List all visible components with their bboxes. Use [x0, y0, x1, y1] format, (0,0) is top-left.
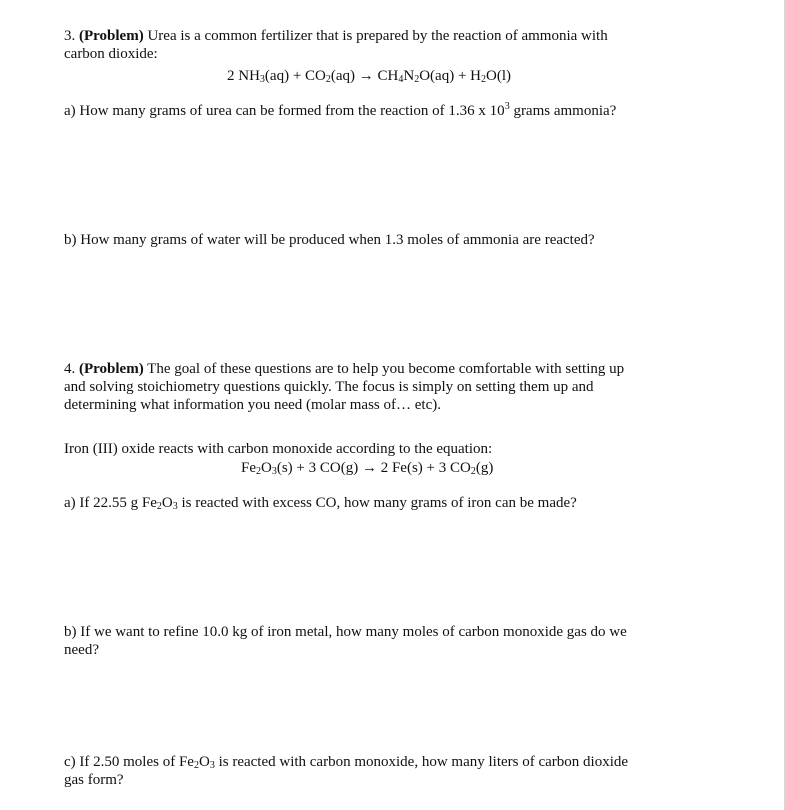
iron-oxide-intro: Iron (III) oxide reacts with carbon monoxide according to the equation:: [64, 441, 493, 457]
problem-3-question-a: a) How many grams of urea can be formed from the reaction of 1.36 x $10^3$ grams ammonia?: [64, 101, 617, 119]
problem-3-question-b: b) How many grams of water will be produced when 1.3 moles of ammonia are reacted?: [64, 232, 595, 248]
problem-4-tag: (Problem): [79, 361, 144, 377]
problem-3-intro: 3. (Problem) Urea is a common fertilizer that is prepared by the reaction of ammonia with carbon dioxide:: [64, 28, 608, 62]
iron-oxide-equation: $Fe_2O_3(s) + 3$ CO(g) → 2 Fe(s) + 3 $CO_2(g)$: [241, 460, 494, 477]
problem-4-question-b: b) If we want to refine 10.0 kg of iron metal, how many moles of carbon monoxide gas do we need?: [64, 624, 627, 658]
problem-4-question-c: c) If 2.50 moles of $Fe_2O_3$ is reacted with carbon monoxide, how many liters of carbon dioxide gas form?: [64, 754, 629, 788]
problem-3-tag: (Problem): [79, 28, 144, 44]
problem-4-intro: 4. (Problem) The goal of these questions are to help you become comfortable with setting up and solving stoichiometry questions quickly. The focus is simply on setting them up and determining what information you need (molar mass of… etc).: [64, 361, 625, 413]
problem-3-number: 3.: [64, 28, 76, 44]
problem-4-number: 4.: [64, 361, 76, 377]
urea-equation: 2 $NH_3(aq) + CO_2(aq) \to CH_4N_2O(aq) + H_2O(l)$: [227, 68, 511, 85]
problem-4-question-a: a) If 22.55 g $Fe_2O_3$ is reacted with excess CO, how many grams of iron can be made?: [64, 495, 577, 512]
